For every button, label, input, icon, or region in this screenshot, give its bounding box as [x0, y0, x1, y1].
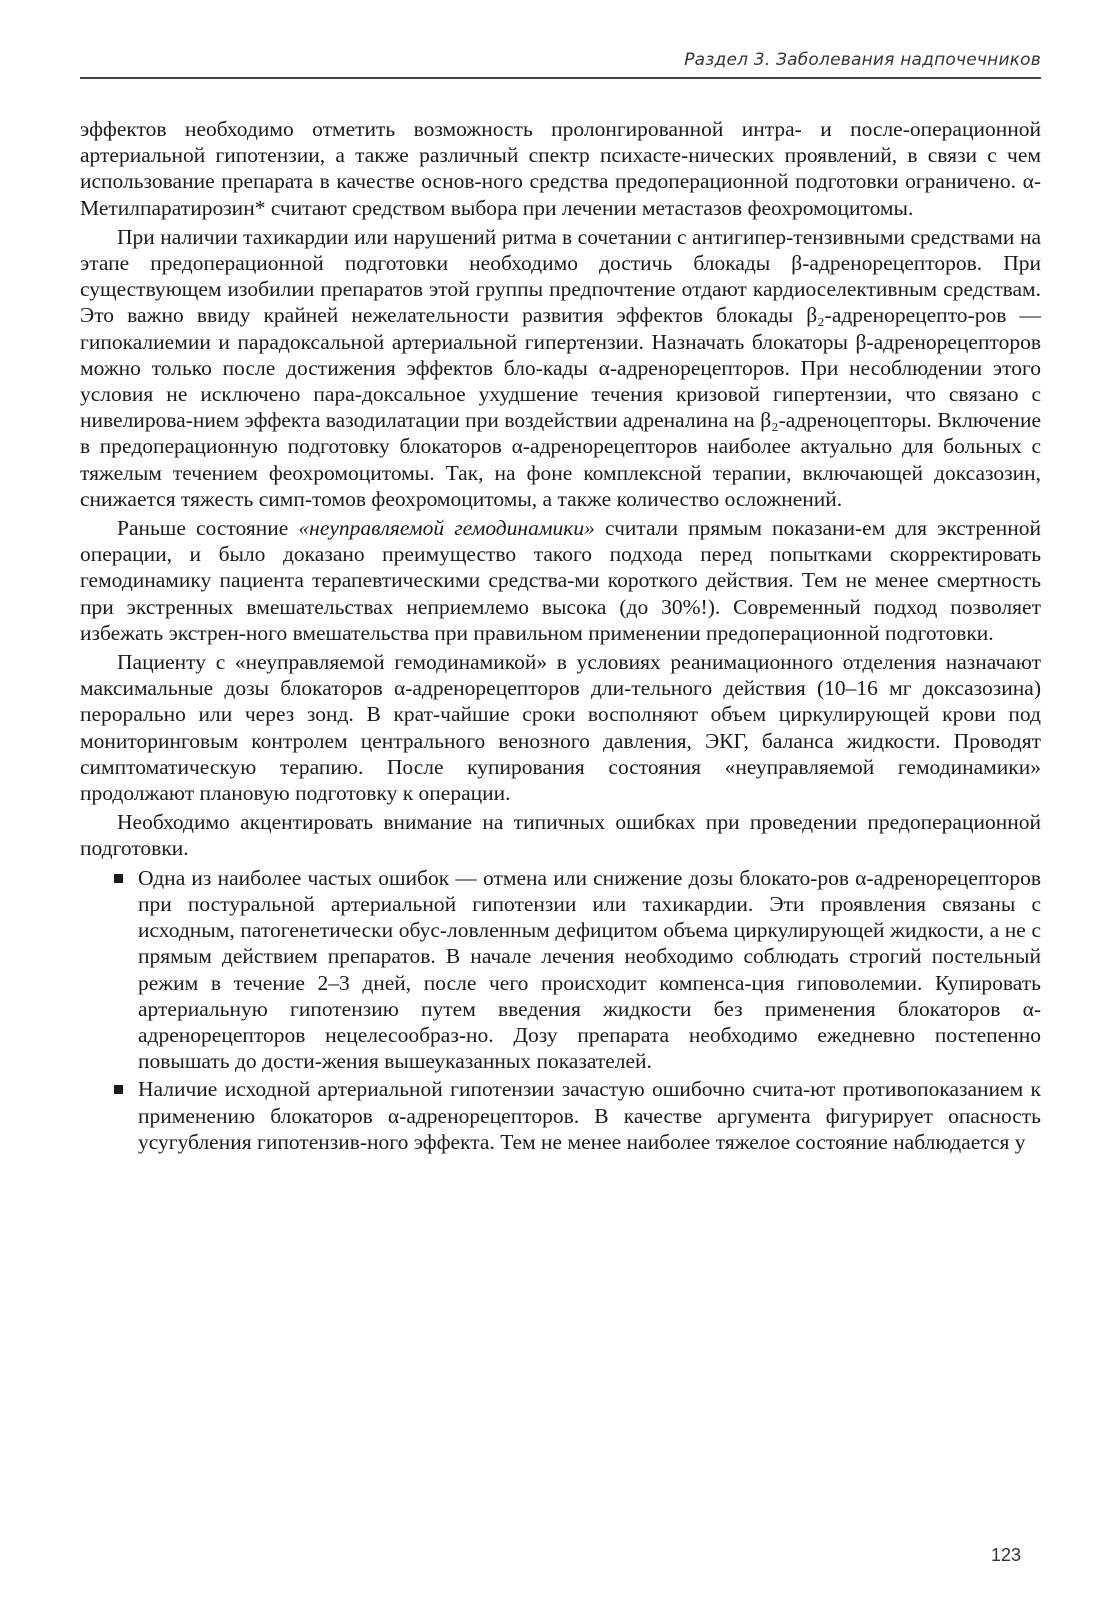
paragraph-3-rest: считали прямым показани-ем для экстренной операции, и было доказано преимущество такого подхода перед попытками скорректировать гемодинамику пациента терапевтическими средства-ми короткого действия. Тем не менее смертность при экстренных вмешательствах неприемлемо высока (до 30%!). Современный подход позволяет избежать экстрен-ного вмешательства при правильном применении предоперационной подготовки. — [80, 516, 1041, 645]
running-head: Раздел 3. Заболевания надпочечников — [684, 50, 1041, 70]
paragraph-3-lead: Раньше состояние — [117, 516, 299, 541]
paragraph-1: эффектов необходимо отметить возможность пролонгированной интра- и после-операционной артериальной гипотензии, а также различный спектр психасте-нических проявлений, в связи с чем использование препарата в качестве основ-ного средства предоперационной подготовки ограничено. α-Метилпаратирозин* считают средством выбора при лечении метастазов феохромоцитомы. — [80, 117, 1041, 220]
paragraph-2: При наличии тахикардии или нарушений ритма в сочетании с антигипер-тензивными средствами на этапе предоперационной подготовки необходимо достичь блокады β-адренорецепторов. При существующем изобилии препаратов этой группы предпочтение отдают кардиоселективным средствам. Это важно ввиду крайней нежелательности развития эффектов блокады β₂-адренорецепто-ров — гипокалиемии и парадоксальной артериальной гипертензии. Назначать блокаторы β-адренорецепторов можно только после достижения эффектов бло-кады α-адренорецепторов. При несоблюдении этого условия не исключено пара-доксальное ухудшение течения кризовой гипертензии, что связано с нивелирова-нием эффекта вазодилатации при воздействии адреналина на β₂-адреноцепторы. Включение в предоперационную подготовку блокаторов α-адренорецепторов наиболее актуально для больных с тяжелым течением феохромоцитомы. Так, на фоне комплексной терапии, включающей доксазозин, снижается тяжесть симп-томов феохромоцитомы, а также количество осложнений. — [80, 224, 1041, 511]
list-item — [80, 1076, 1041, 1155]
list-item-text: Наличие исходной артериальной гипотензии зачастую ошибочно счита-ют противопоказанием к применению блокаторов α-адренорецепторов. В качестве аргумента фигурирует опасность усугубления гипотензив-ного эффекта. Тем не менее наиболее тяжелое состояние наблюдается у — [138, 1077, 1041, 1154]
error-list — [80, 865, 1041, 1155]
emphasis-uncontrolled-hemodynamics: «неуправляемой гемодинамики» — [298, 516, 595, 541]
paragraph-5: Необходимо акцентировать внимание на типичных ошибках при проведении предоперационной подготовки. — [80, 810, 1041, 861]
square-bullet-icon — [114, 874, 123, 883]
page-number: 123 — [990, 1545, 1021, 1565]
square-bullet-icon — [114, 1085, 123, 1094]
list-item — [80, 865, 1041, 1075]
paragraph-4: Пациенту с «неуправляемой гемодинамикой» в условиях реанимационного отделения назначают максимальные дозы блокаторов α-адренорецепторов дли-тельного действия (10–16 мг доксазозина) перорально или через зонд. В крат-чайшие сроки восполняют объем циркулирующей крови под мониторинговым контролем центрального венозного давления, ЭКГ, баланса жидкости. Проводят симптоматическую терапию. После купирования состояния «неуправляемой гемодинамики» продолжают плановую подготовку к операции. — [80, 650, 1041, 806]
header-rule — [80, 77, 1041, 79]
paragraph-3 — [80, 515, 1041, 646]
body-text — [80, 116, 1041, 1157]
list-item-text: Одна из наиболее частых ошибок — отмена или снижение дозы блокато-ров α-адренорецепторов при постуральной артериальной гипотензии или тахикардии. Эти проявления связаны с исходным, патогенетически обус-ловленным дефицитом объема циркулирующей жидкости, а не с прямым действием препаратов. В начале лечения необходимо соблюдать строгий постельный режим в течение 2–3 дней, после чего происходит компенса-ция гиповолемии. Купировать артериальную гипотензию путем введения жидкости без применения блокаторов α-адренорецепторов нецелесообраз-но. Дозу препарата необходимо ежедневно постепенно повышать до дости-жения вышеуказанных показателей. — [138, 865, 1041, 1074]
